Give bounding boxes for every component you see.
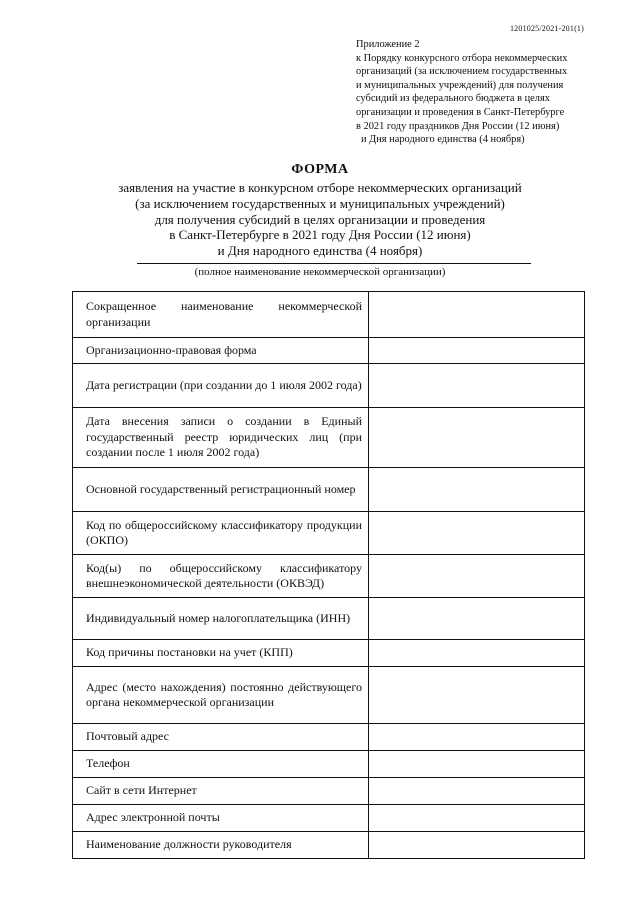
row-value-cell[interactable] bbox=[369, 598, 585, 640]
row-label: Код причины постановки на учет (КПП) bbox=[73, 640, 369, 667]
form-subtitle bbox=[0, 180, 640, 259]
appendix-line: в 2021 году праздников Дня России (12 июня) bbox=[356, 120, 560, 132]
appendix-line: Приложение 2 bbox=[356, 39, 420, 50]
organization-name-caption: (полное наименование некоммерческой организации) bbox=[194, 266, 446, 278]
subtitle-line: для получения субсидий в целях организации и проведения bbox=[154, 211, 486, 227]
appendix-block bbox=[356, 38, 596, 147]
row-label: Адрес электронной почты bbox=[73, 805, 369, 832]
row-value-cell[interactable] bbox=[369, 805, 585, 832]
row-value-cell[interactable] bbox=[369, 555, 585, 598]
table-row bbox=[73, 805, 585, 832]
table-row bbox=[73, 640, 585, 667]
row-value-cell[interactable] bbox=[369, 778, 585, 805]
table-row bbox=[73, 468, 585, 512]
row-label: Индивидуальный номер налогоплательщика (ИНН) bbox=[73, 598, 369, 640]
row-label: Основной государственный регистрационный номер bbox=[73, 468, 369, 512]
table-row bbox=[73, 408, 585, 468]
row-value-cell[interactable] bbox=[369, 724, 585, 751]
appendix-line: к Порядку конкурсного отбора некоммерческих bbox=[356, 52, 568, 64]
row-value-cell[interactable] bbox=[369, 364, 585, 408]
appendix-line: и Дня народного единства (4 ноября) bbox=[361, 134, 525, 146]
table-row bbox=[73, 512, 585, 555]
table-row bbox=[73, 667, 585, 724]
row-label: Сайт в сети Интернет bbox=[73, 778, 369, 805]
row-value-cell[interactable] bbox=[369, 640, 585, 667]
row-value-cell[interactable] bbox=[369, 512, 585, 555]
appendix-line: субсидий из федерального бюджета в целях bbox=[356, 93, 550, 105]
row-label: Наименование должности руководителя bbox=[73, 832, 369, 859]
row-value-cell[interactable] bbox=[369, 468, 585, 512]
row-label: Дата регистрации (при создании до 1 июля 2002 года) bbox=[73, 364, 369, 408]
row-value-cell[interactable] bbox=[369, 338, 585, 364]
table-row bbox=[73, 598, 585, 640]
row-value-cell[interactable] bbox=[369, 408, 585, 468]
row-label: Код по общероссийскому классификатору продукции (ОКПО) bbox=[73, 512, 369, 555]
table-row bbox=[73, 751, 585, 778]
subtitle-line: (за исключением государственных и муниципальных учреждений) bbox=[135, 195, 505, 211]
appendix-line: организаций (за исключением государственных bbox=[356, 66, 568, 78]
document-code: 1201025/2021-201(1) bbox=[509, 24, 584, 33]
row-value-cell[interactable] bbox=[369, 667, 585, 724]
appendix-line: организации и проведения в Санкт-Петербурге bbox=[356, 106, 565, 118]
table-row bbox=[73, 778, 585, 805]
subtitle-line: в Санкт-Петербурге в 2021 году Дня России (12 июня) bbox=[169, 227, 471, 243]
row-label: Адрес (место нахождения) постоянно действующего органа некоммерческой организации bbox=[73, 667, 369, 724]
row-label: Организационно-правовая форма bbox=[73, 338, 369, 364]
subtitle-line: заявления на участие в конкурсном отборе некоммерческих организаций bbox=[118, 180, 522, 195]
table-row bbox=[73, 338, 585, 364]
table-row bbox=[73, 832, 585, 859]
row-label: Код(ы) по общероссийскому классификатору внешнеэкономической деятельности (ОКВЭД) bbox=[73, 555, 369, 598]
row-label: Дата внесения записи о создании в Единый государственный реестр юридических лиц (при создании после 1 июля 2002 года) bbox=[73, 408, 369, 468]
appendix-line: и муниципальных учреждений) для получения bbox=[356, 79, 564, 91]
row-value-cell[interactable] bbox=[369, 751, 585, 778]
row-label: Почтовый адрес bbox=[73, 724, 369, 751]
organization-info-table bbox=[72, 291, 585, 859]
table-row bbox=[73, 292, 585, 338]
form-title: ФОРМА bbox=[291, 162, 349, 177]
organization-name-line[interactable] bbox=[137, 263, 531, 264]
table-row bbox=[73, 724, 585, 751]
row-label: Сокращенное наименование некоммерческой организации bbox=[73, 292, 369, 338]
table-row bbox=[73, 364, 585, 408]
row-label: Телефон bbox=[73, 751, 369, 778]
row-value-cell[interactable] bbox=[369, 832, 585, 859]
row-value-cell[interactable] bbox=[369, 292, 585, 338]
subtitle-line: и Дня народного единства (4 ноября) bbox=[217, 243, 423, 259]
table-row bbox=[73, 555, 585, 598]
